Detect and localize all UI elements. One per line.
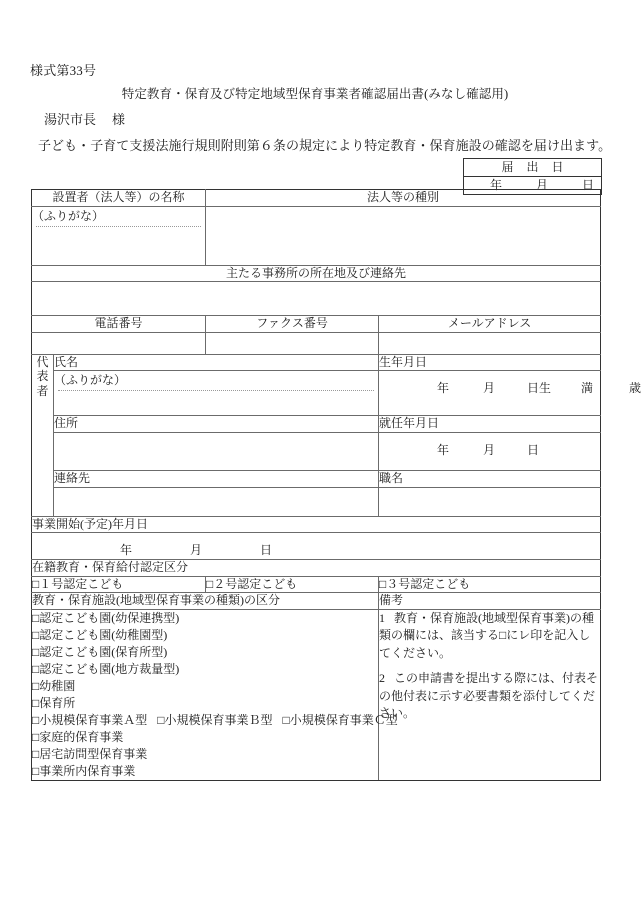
facility-item-1[interactable]: □認定こども園(幼稚園型) bbox=[32, 627, 168, 642]
facility-item-5[interactable]: □保育所 bbox=[32, 696, 76, 711]
enrollment-category-2[interactable]: □２号認定こども bbox=[206, 576, 379, 593]
contact-header-row bbox=[32, 316, 601, 333]
enrollment-categories-row bbox=[32, 576, 601, 593]
office-address-field[interactable] bbox=[32, 282, 601, 316]
remark-note-2-number: 2 bbox=[379, 671, 386, 686]
representative-label-char-2: 表 bbox=[36, 369, 49, 384]
representative-furigana-label: （ふりがな） bbox=[54, 373, 127, 388]
facility-item-workplace[interactable]: □事業所内保育事業 bbox=[32, 764, 136, 779]
business-start-field[interactable] bbox=[32, 533, 601, 560]
representative-appointment-label: 就任年月日 bbox=[379, 416, 601, 433]
facility-remarks-body-row bbox=[32, 609, 601, 780]
main-form-table bbox=[31, 189, 641, 781]
facility-small-scale-c[interactable]: □小規模保育事業Ｃ型 bbox=[282, 713, 398, 728]
representative-position-field[interactable] bbox=[379, 487, 601, 516]
furigana-dotted-rule bbox=[36, 226, 201, 227]
submission-date-month: 月 bbox=[536, 178, 549, 192]
enrollment-category-1[interactable]: □１号認定こども bbox=[32, 576, 206, 593]
fax-header: ファクス番号 bbox=[206, 316, 379, 333]
office-value-row bbox=[32, 282, 601, 316]
representative-address-label: 住所 bbox=[54, 416, 379, 433]
establisher-type-header: 法人等の種別 bbox=[206, 190, 601, 207]
addressee-name: 湯沢市長 bbox=[44, 112, 97, 127]
facility-item-0[interactable]: □認定こども園(幼保連携型) bbox=[32, 610, 180, 625]
representative-section-label bbox=[32, 354, 54, 516]
appointment-day-label: 日 bbox=[527, 442, 540, 457]
document-title: 特定教育・保育及び特定地域型保育事業者確認届出書(みなし確認用) bbox=[121, 87, 509, 101]
business-start-year-label: 年 bbox=[120, 543, 133, 558]
representative-furigana-dotted-rule bbox=[58, 390, 374, 391]
facility-type-header: 教育・保育施設(地域型保育事業の種類)の区分 bbox=[32, 593, 379, 610]
submission-date-heading: 届 出 日 bbox=[464, 159, 601, 177]
representative-address-value-row bbox=[32, 432, 601, 470]
tel-field[interactable] bbox=[32, 332, 206, 354]
birth-day-label: 日生 bbox=[527, 381, 552, 396]
establisher-name-field[interactable] bbox=[32, 206, 206, 265]
legal-statement: 子ども・子育て支援法施行規則附則第６条の規定により特定教育・保育施設の確認を届け出ます。 bbox=[38, 138, 612, 153]
addressee bbox=[44, 109, 125, 128]
facility-type-checklist bbox=[32, 609, 398, 780]
representative-position-label: 職名 bbox=[379, 470, 601, 487]
remark-note-1-number: 1 bbox=[379, 610, 386, 625]
submission-date-day: 日 bbox=[582, 178, 595, 192]
representative-contact-header-row bbox=[32, 470, 601, 487]
facility-item-3[interactable]: □認定こども園(地方裁量型) bbox=[32, 662, 180, 677]
contact-value-row bbox=[32, 332, 601, 354]
representative-name-label: 氏名 bbox=[54, 354, 379, 371]
facility-small-scale-a[interactable]: □小規模保育事業Ａ型 bbox=[32, 713, 148, 728]
birth-year-label: 年 bbox=[437, 381, 450, 396]
mail-header: メールアドレス bbox=[379, 316, 601, 333]
enrollment-header-row bbox=[32, 560, 601, 577]
establisher-value-row bbox=[32, 206, 601, 265]
representative-contact-field[interactable] bbox=[54, 487, 379, 516]
business-start-label: 事業開始(予定)年月日 bbox=[32, 516, 601, 533]
birth-month-label: 月 bbox=[483, 381, 496, 396]
remarks-notes bbox=[379, 609, 601, 780]
representative-contact-label: 連絡先 bbox=[54, 470, 379, 487]
form-number: 様式第33号 bbox=[30, 63, 97, 78]
business-start-header-row bbox=[32, 516, 601, 533]
representative-contact-value-row bbox=[32, 487, 601, 516]
remark-note-2 bbox=[379, 670, 600, 722]
appointment-year-label: 年 bbox=[437, 442, 450, 457]
representative-birth-field[interactable] bbox=[379, 371, 641, 416]
birth-age-suffix: 歳 bbox=[629, 381, 641, 396]
remark-note-1 bbox=[379, 610, 600, 662]
establisher-furigana-label: （ふりがな） bbox=[32, 208, 105, 223]
facility-item-home-visit[interactable]: □居宅訪問型保育事業 bbox=[32, 747, 148, 762]
representative-address-field[interactable] bbox=[54, 432, 379, 470]
enrollment-category-3[interactable]: □３号認定こども bbox=[379, 576, 601, 593]
facility-item-4[interactable]: □幼稚園 bbox=[32, 679, 76, 694]
representative-name-field[interactable] bbox=[54, 371, 379, 416]
representative-appointment-field[interactable] bbox=[379, 432, 601, 470]
business-start-value-row bbox=[32, 533, 601, 560]
office-header-row bbox=[32, 265, 601, 282]
fax-field[interactable] bbox=[206, 332, 379, 354]
business-start-date-run bbox=[32, 533, 600, 559]
representative-name-value-row bbox=[32, 371, 601, 416]
facility-small-scale-row bbox=[32, 712, 398, 729]
representative-label-char-1: 代 bbox=[36, 354, 49, 369]
mail-field[interactable] bbox=[379, 332, 601, 354]
facility-item-2[interactable]: □認定こども園(保育所型) bbox=[32, 645, 168, 659]
appointment-month-label: 月 bbox=[483, 442, 496, 457]
facility-small-scale-b[interactable]: □小規模保育事業Ｂ型 bbox=[157, 713, 273, 728]
office-header: 主たる事務所の所在地及び連絡先 bbox=[32, 265, 601, 282]
establisher-name-header: 設置者（法人等）の名称 bbox=[32, 190, 206, 207]
remark-note-1-text: 教育・保育施設(地域型保育事業)の種類の欄には、該当する□にレ印を記入してください。 bbox=[379, 610, 595, 660]
business-start-month-label: 月 bbox=[190, 543, 203, 558]
submission-date-year: 年 bbox=[490, 178, 503, 192]
addressee-honorific: 様 bbox=[112, 112, 126, 127]
remarks-header: 備考 bbox=[379, 593, 601, 610]
facility-remarks-header-row bbox=[32, 593, 601, 610]
representative-birth-label: 生年月日 bbox=[379, 354, 601, 371]
remark-note-2-text: この申請書を提出する際には、付表その他付表に示す必要書類を添付してください。 bbox=[379, 671, 599, 720]
representative-address-header-row bbox=[32, 416, 601, 433]
representative-name-header-row bbox=[32, 354, 601, 371]
establisher-type-field[interactable] bbox=[206, 206, 601, 265]
business-start-day-label: 日 bbox=[260, 543, 273, 558]
tel-header: 電話番号 bbox=[32, 316, 206, 333]
representative-label-char-3: 者 bbox=[36, 384, 49, 399]
establisher-header-row bbox=[32, 190, 601, 207]
enrollment-header: 在籍教育・保育給付認定区分 bbox=[32, 560, 601, 577]
facility-item-home-care[interactable]: □家庭的保育事業 bbox=[32, 730, 124, 745]
birth-age-prefix: 満 bbox=[581, 381, 594, 396]
